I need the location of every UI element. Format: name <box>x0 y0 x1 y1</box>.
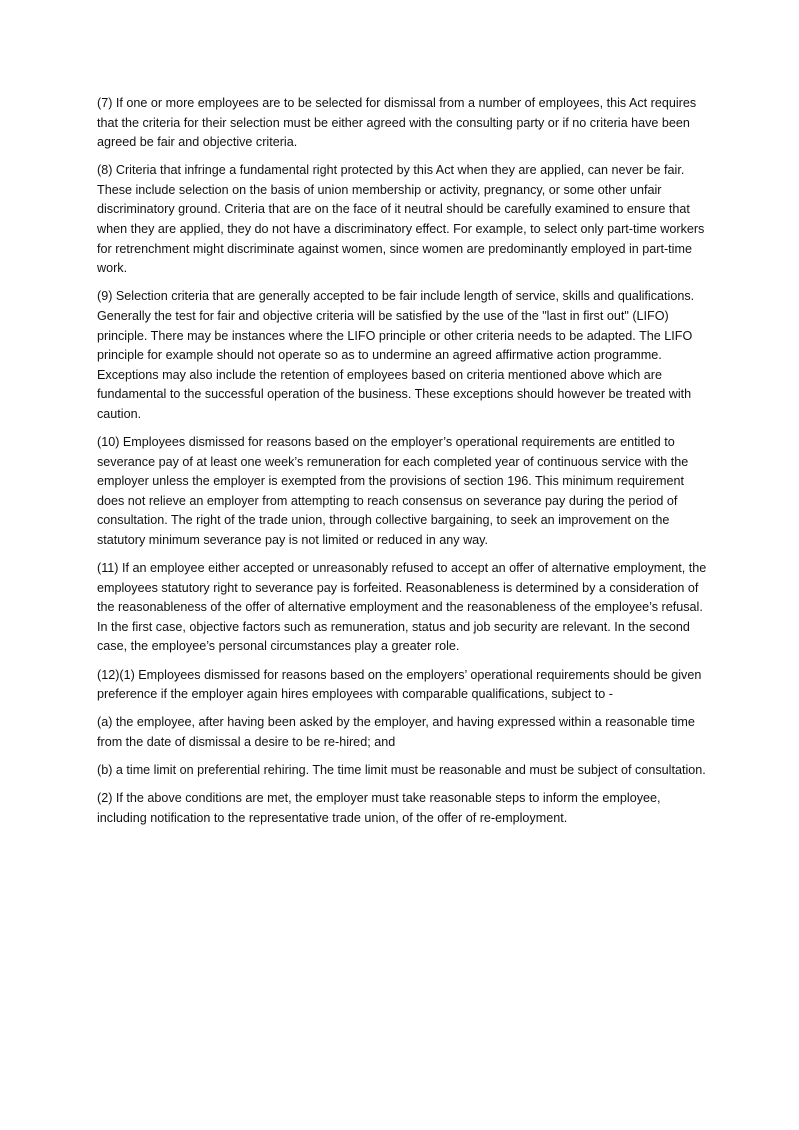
paragraph-12-2: (2) If the above conditions are met, the employer must take reasonable steps to inform the employee, including notification to the representative trade union, of the offer of re-employment. <box>97 791 661 825</box>
document-body <box>97 94 709 837</box>
paragraph-12-b: (b) a time limit on preferential rehiring. The time limit must be reasonable and must be subject of consultation. <box>97 762 706 777</box>
paragraph-12-1: (12)(1) Employees dismissed for reasons based on the employers’ operational requirements should be given preference if the employer again hires employees with comparable qualifications, subject to - <box>97 667 702 702</box>
paragraph-11: (11) If an employee either accepted or unreasonably refused to accept an offer of alternative employment, the employees statutory right to severance pay is forfeited. Reasonableness is determined by a consideration of the reasonableness of the offer of alternative employment and the reasonableness of the employee’s refusal. In the first case, objective factors such as remuneration, status and job security are relevant. In the second case, the employee’s personal circumstances play a greater role. <box>97 561 707 654</box>
paragraph-8: (8) Criteria that infringe a fundamental right protected by this Act when they are applied, can never be fair. These include selection on the basis of union membership or activity, pregnancy, or some other unfair discriminatory ground. Criteria that are on the face of it neutral should be carefully examined to ensure that when they are applied, they do not have a discriminatory effect. For example, to select only part-time workers for retrenchment might discriminate against women, since women are predominantly employed in part-time work. <box>97 163 705 276</box>
paragraph-10: (10) Employees dismissed for reasons based on the employer’s operational requirements are entitled to severance pay of at least one week’s remuneration for each completed year of continuous service with the employer unless the employer is exempted from the provisions of section 196. This minimum requirement does not relieve an employer from attempting to reach consensus on severance pay during the period of consultation. The right of the trade union, through collective bargaining, to seek an improvement on the statutory minimum severance pay is not limited or reduced in any way. <box>97 435 689 547</box>
paragraph-12-a: (a) the employee, after having been asked by the employer, and having expressed within a reasonable time from the date of dismissal a desire to be re-hired; and <box>97 715 695 749</box>
paragraph-9: (9) Selection criteria that are generally accepted to be fair include length of service, skills and qualifications. Generally the test for fair and objective criteria will be satisfied by the use of the "last in first out" (LIFO) principle. There may be instances where the LIFO principle or other criteria needs to be adapted. The LIFO principle for example should not operate so as to undermine an agreed affirmative action programme. Exceptions may also include the retention of employees based on criteria mentioned above which are fundamental to the successful operation of the business. These exceptions should however be treated with caution. <box>97 289 695 421</box>
paragraph-7: (7) If one or more employees are to be selected for dismissal from a number of employees, this Act requires that the criteria for their selection must be either agreed with the consulting party or if no criteria have been agreed be fair and objective criteria. <box>97 96 697 150</box>
